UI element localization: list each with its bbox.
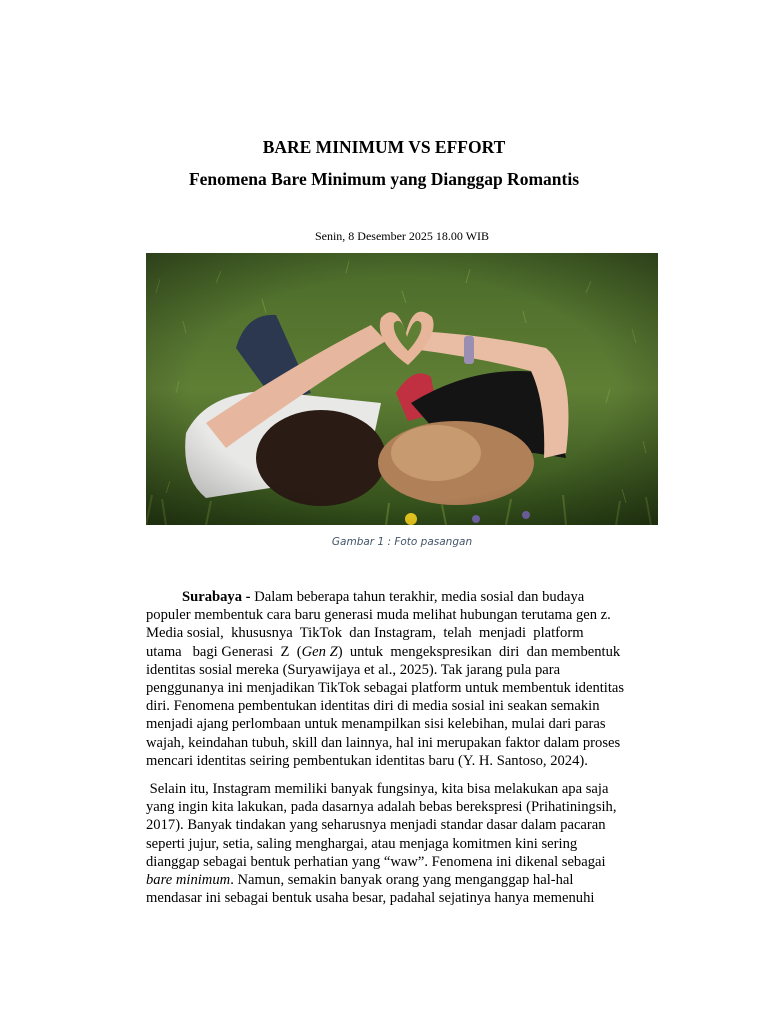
body-line: seperti jujur, setia, saling menghargai, atau menjaga komitmen kini sering (146, 835, 578, 852)
body-line: Selain itu, Instagram memiliki banyak fungsinya, kita bisa melakukan apa saja (146, 781, 609, 798)
article-dateline: Senin, 8 Desember 2025 18.00 WIB (314, 229, 490, 243)
body-line: bare minimum. Namun, semakin banyak orang yang menganggap hal-hal (146, 872, 574, 889)
body-line: penggunanya ini menjadikan TikTok sebagai platform untuk membentuk identitas (146, 680, 625, 697)
body-line: identitas sosial mereka (Suryawijaya et al., 2025). Tak jarang pula para (146, 661, 561, 678)
body-line: wajah, keindahan tubuh, skill dan lainnya, hal ini merupakan faktor dalam proses (146, 734, 621, 751)
body-line: diri. Fenomena pembentukan identitas diri di media sosial ini seakan semakin (146, 698, 600, 715)
paragraph-1: Surabaya - Dalam beberapa tahun terakhir, media sosial dan budaya populer membentuk cara baru generasi muda melihat hubungan terutama gen z. Media sosial, khususnya TikTok dan Instagram, telah menjadi platform utama bagi Generasi Z (Gen Z) untuk mengekspresikan diri dan membentuk identitas sosial mereka (Suryawijaya et al., 2025). Tak jarang pula para penggunanya ini menjadikan TikTok sebagai platform untuk membentuk identitas diri. Fenomena pembentukan identitas diri di media sosial ini seakan semakin menjadi ajang perlombaan untuk menampilkan sisi kelebihan, mulai dari paras wajah, keindahan tubuh, skill dan lainnya, hal ini merupakan faktor dalam proses mencari identitas seiring pembentukan identitas baru (Y. H. Santoso, 2024). (146, 588, 656, 770)
body-line: menjadi ajang perlombaan untuk menampilkan sisi kelebihan, mulai dari paras (146, 716, 606, 733)
body-line: 2017). Banyak tindakan yang seharusnya menjadi standar dasar dalam pacaran (146, 817, 606, 834)
body-line: dianggap sebagai bentuk perhatian yang “waw”. Fenomena ini dikenal sebagai (146, 853, 606, 870)
article-body (146, 588, 656, 907)
article-subtitle: Fenomena Bare Minimum yang Dianggap Romantis (188, 169, 580, 189)
body-line: mendasar ini sebagai bentuk usaha besar, padahal sejatinya hanya memenuhi (146, 890, 595, 907)
figure-caption: Gambar 1 : Foto pasangan (331, 536, 473, 548)
paragraph-2 (146, 780, 656, 907)
body-line: mencari identitas seiring pembentukan identitas baru (Y. H. Santoso, 2024). (146, 752, 588, 769)
body-line: populer membentuk cara baru generasi muda melihat hubungan terutama gen z. (146, 607, 611, 624)
dateline-location: Surabaya (182, 589, 243, 605)
article-title: BARE MINIMUM VS EFFORT (262, 137, 506, 157)
body-line: Media sosial, khususnya TikTok dan Instagram, telah menjadi platform (146, 625, 584, 642)
couple-photo (146, 253, 658, 525)
body-line: utama bagi Generasi Z (Gen Z) untuk mengekspresikan diri dan membentuk (146, 643, 621, 660)
body-line: yang ingin kita lakukan, pada dasarnya adalah bebas berekspresi (Prihatiningsih, (146, 799, 617, 816)
